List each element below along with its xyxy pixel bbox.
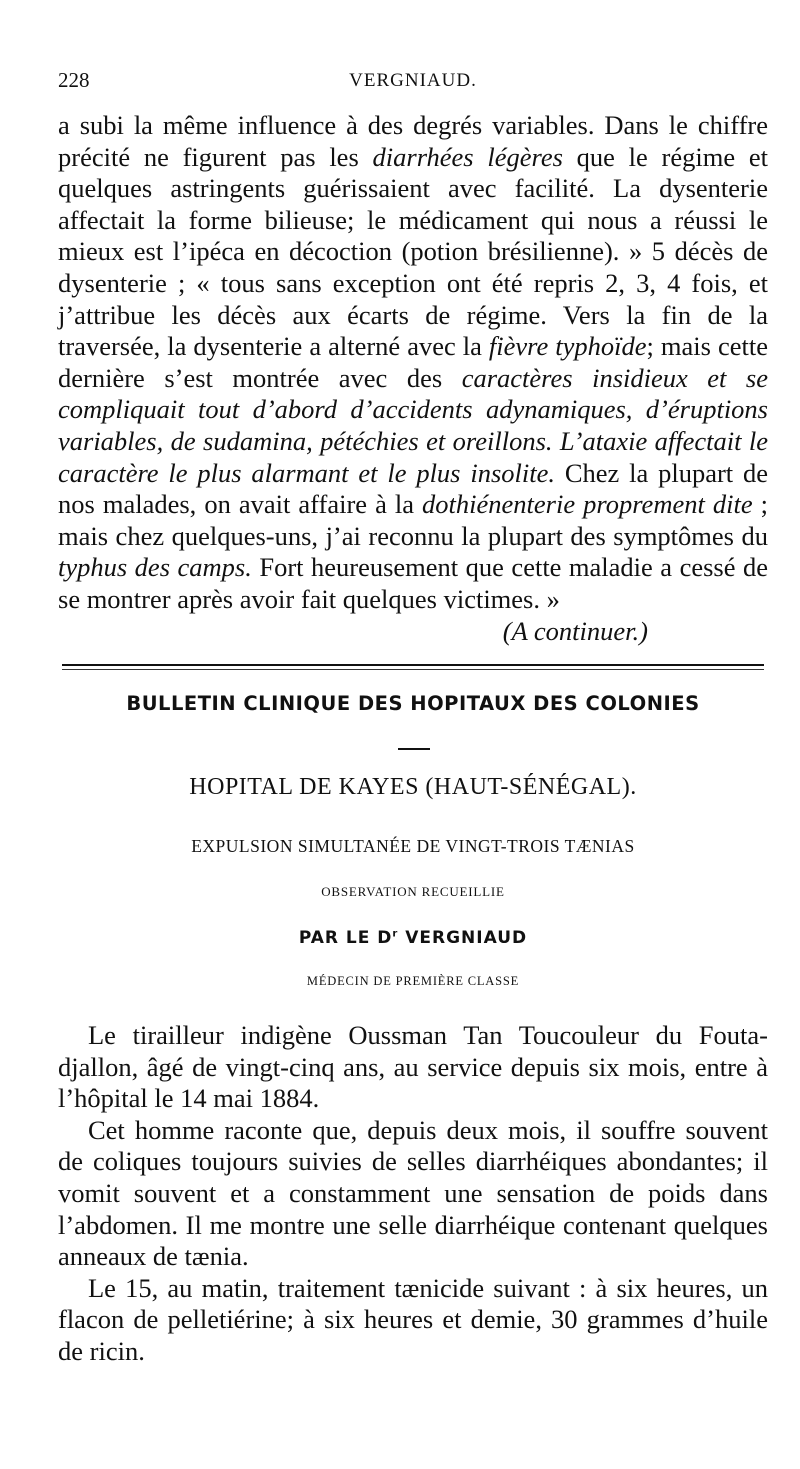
author-title: MÉDECIN DE PREMIÈRE CLASSE	[306, 974, 520, 988]
author-name: VERGNIAUD	[398, 928, 528, 948]
italic-phrase: caractères insidieux et se compliquait tout d’abord d’accidents adynamiques, d’éruptions variables, de sudamina, pétéchies et oreillons. L’ataxie affectait le caractère le plus alarmant et le plus insolite.	[58, 362, 768, 488]
text-segment: que le régime et quelques astringents guérissaient avec facilité. La dysenterie affectait la forme bilieuse; le médicament qui nous a réussi le mieux est l’ipéca en décoction (potion brésilienne). » 5 décès de dysenterie ; « tous sans exception ont été repris 2, 3, 4 fois, et j’attribue les décès aux écarts de régime. Vers la fin de la traversée, la dysenterie a alterné avec la	[58, 141, 768, 362]
paragraph: Cet homme raconte que, depuis deux mois, il souffre souvent de coliques toujours suivies de selles diarrhéiques abondantes; il vomit souvent et a constamment une sensation de poids dans l’abdomen. Il me montre une selle diarrhéique contenant quelques anneaux de tænia.	[58, 1114, 768, 1272]
section-divider-thin	[62, 669, 764, 670]
text-segment: ; mais cette dernière s’est montrée avec des	[58, 331, 768, 393]
author-sup: r	[392, 928, 399, 940]
observation-body	[58, 1020, 768, 1368]
italic-phrase: dothiénenterie proprement dite	[422, 489, 753, 520]
text-segment: Fort heureusement que cette maladie a cessé de se montrer après avoir fait quelques victimes. »	[58, 552, 768, 614]
italic-phrase: fièvre typhoïde	[488, 331, 647, 362]
continuation-paragraph	[58, 110, 768, 647]
page-number: 228	[58, 68, 90, 92]
author-prefix: PAR LE D	[298, 928, 393, 948]
text-segment: a subi la même influence à des degrés variables. Dans le chiffre précité ne figurent pas les	[58, 110, 768, 172]
bulletin-title: BULLETIN CLINIQUE DES HOPITAUX DES COLONIES	[126, 692, 700, 715]
article-title: EXPULSION SIMULTANÉE DE VINGT-TROIS TÆNIAS	[191, 836, 635, 856]
paragraph: Le tirailleur indigène Oussman Tan Toucouleur du Fouta-djallon, âgé de vingt-cinq ans, au service depuis six mois, entre à l’hôpital le 14 mai 1884.	[58, 1020, 768, 1114]
title-dash	[398, 748, 430, 750]
text-segment: ; mais chez quelques-uns, j’ai reconnu la plupart des symptômes du	[58, 489, 769, 551]
paragraph: Le 15, au matin, traitement tænicide suivant : à six heures, un flacon de pelletiérine; à six heures et demie, 30 grammes d’huile de ricin.	[58, 1272, 768, 1366]
to-be-continued: (A continuer.)	[502, 615, 648, 646]
italic-phrase: diarrhées légères	[372, 141, 563, 172]
italic-phrase: typhus des camps.	[58, 552, 252, 583]
page-header	[58, 68, 768, 98]
author-line	[58, 928, 768, 948]
hospital-heading: HOPITAL DE KAYES (HAUT-SÉNÉGAL).	[189, 774, 637, 800]
running-title: VERGNIAUD.	[349, 70, 477, 91]
text-segment: Chez la plupart de nos malades, on avait affaire à la	[58, 457, 768, 520]
observation-label: OBSERVATION RECUEILLIE	[321, 884, 505, 899]
section-divider	[62, 664, 764, 666]
